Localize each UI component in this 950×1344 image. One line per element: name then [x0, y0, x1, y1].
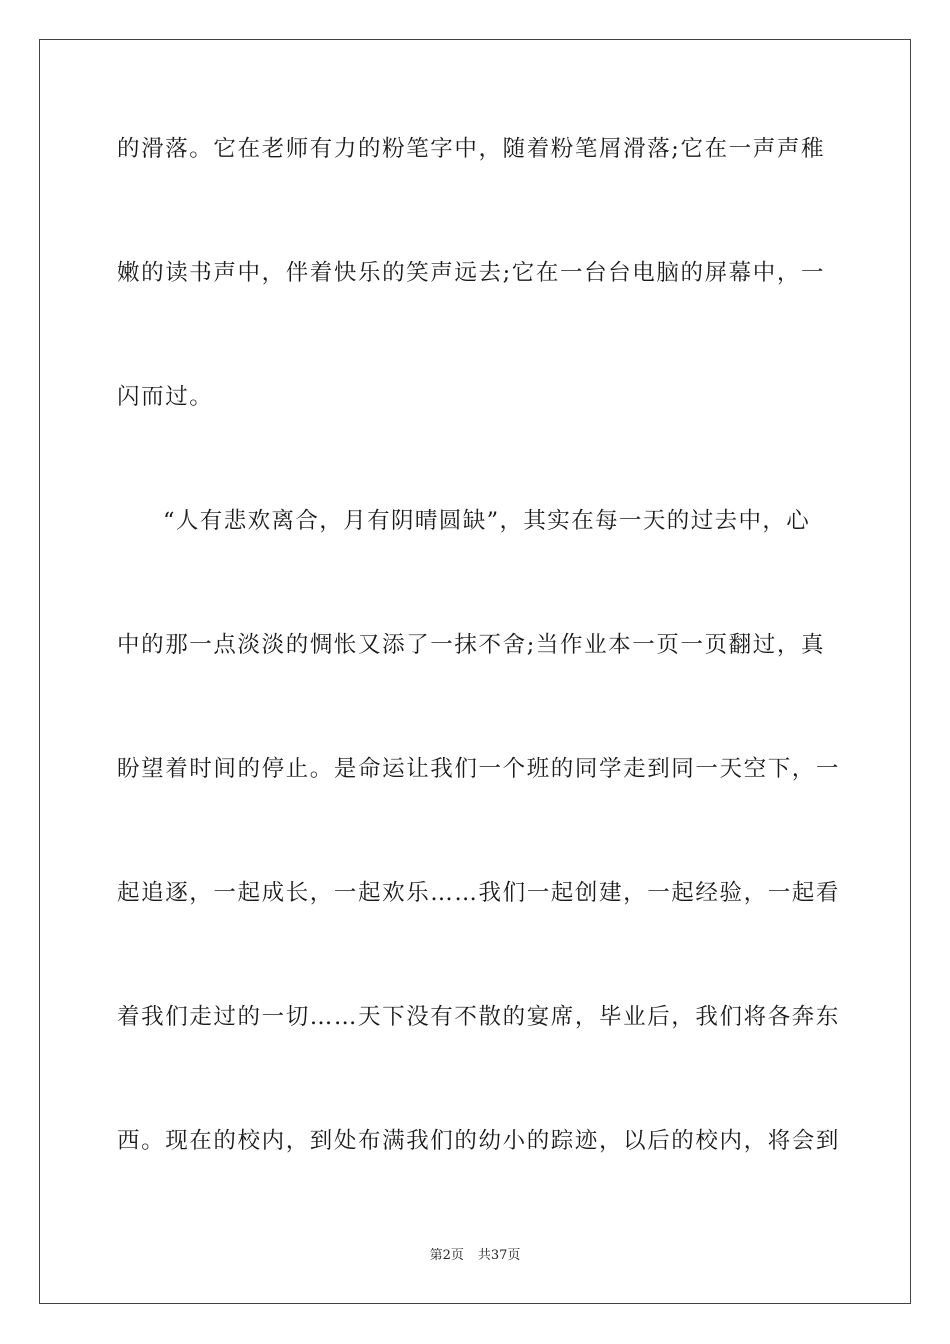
page-total: 共37页 [477, 1248, 521, 1263]
text-line: 闪而过。 [117, 384, 214, 410]
page-number: 第2页 [429, 1248, 464, 1263]
text-line: 盼望着时间的停止。是命运让我们一个班的同学走到同一天空下，一 [117, 756, 841, 782]
paragraph-first-line: “人有悲欢离合，月有阴晴圆缺”，其实在每一天的过去中，心 [163, 508, 811, 534]
text-line: 西。现在的校内，到处布满我们的幼小的踪迹，以后的校内，将会到 [117, 1128, 841, 1154]
page-frame [39, 39, 911, 1304]
text-line: 嫩的读书声中，伴着快乐的笑声远去;它在一台台电脑的屏幕中，一 [117, 260, 826, 286]
page-footer [0, 1247, 950, 1265]
text-line: 中的那一点淡淡的惆怅又添了一抹不舍;当作业本一页一页翻过，真 [117, 632, 826, 658]
text-line: 的滑落。它在老师有力的粉笔字中，随着粉笔屑滑落;它在一声声稚 [117, 136, 826, 162]
text-line: 着我们走过的一切……天下没有不散的宴席，毕业后，我们将各奔东 [117, 1004, 841, 1030]
text-line: 起追逐，一起成长，一起欢乐……我们一起创建，一起经验，一起看 [117, 880, 841, 906]
